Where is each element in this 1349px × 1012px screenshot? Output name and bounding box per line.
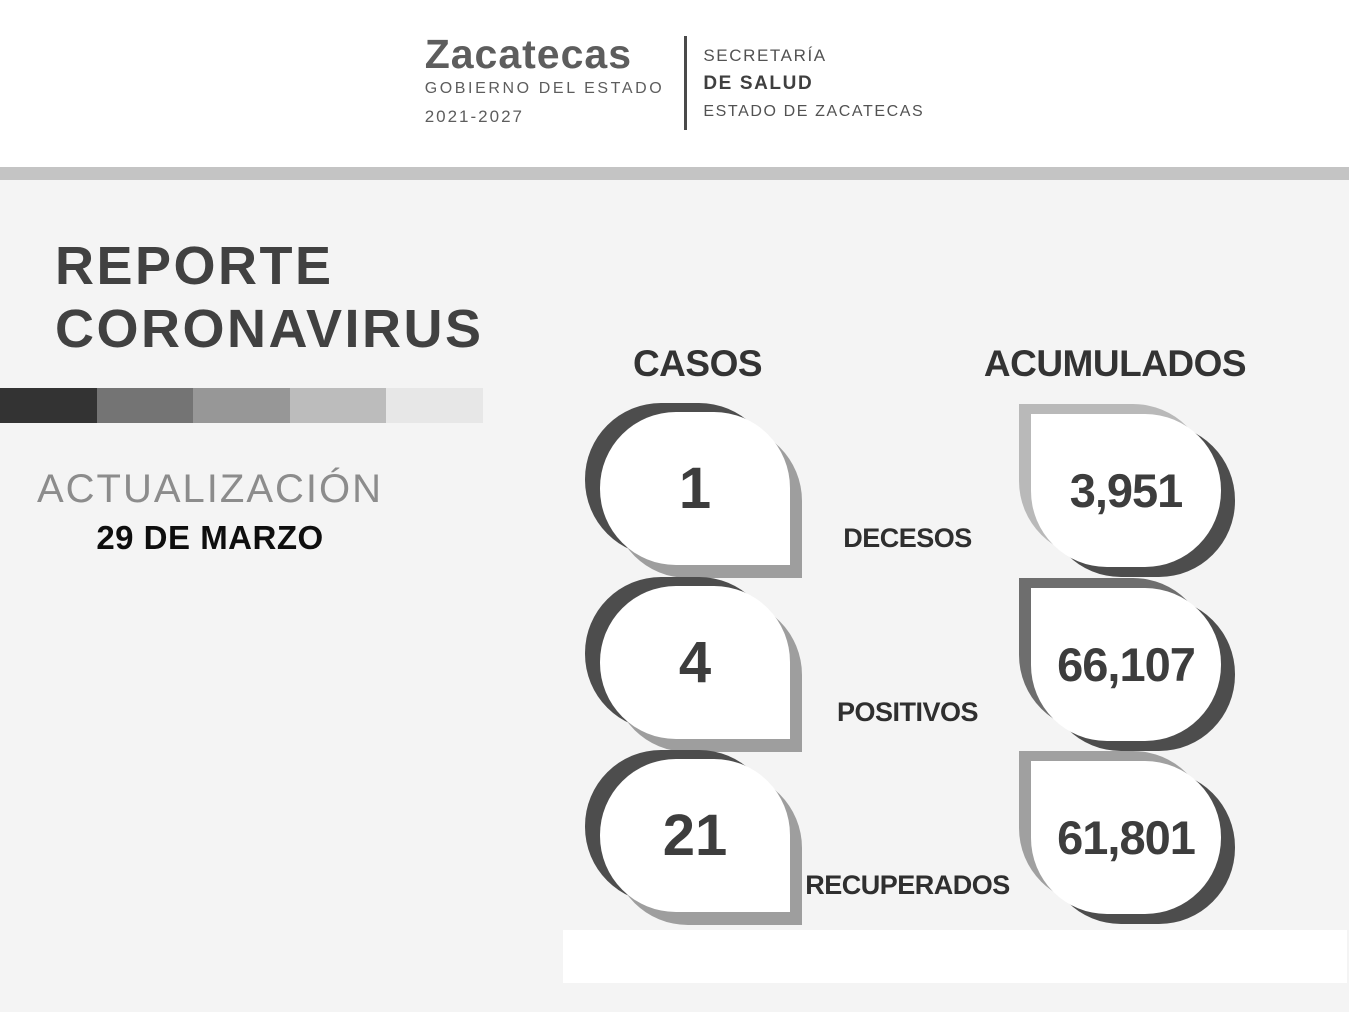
org-block	[703, 33, 924, 121]
gradient-segment	[97, 388, 194, 423]
page-title-line-1: REPORTE	[55, 236, 334, 296]
gradient-segment	[0, 388, 97, 423]
bubble-face	[1031, 414, 1221, 567]
column-header-acumulados: ACUMULADOS	[983, 343, 1247, 384]
bubble-face	[1031, 588, 1221, 741]
stat-row-positivos	[585, 577, 1245, 755]
state-logo	[0, 33, 1349, 130]
acumulados-value: 61,801	[1057, 811, 1195, 864]
column-header-casos: CASOS	[632, 343, 763, 384]
row-label: POSITIVOS	[836, 697, 979, 727]
org-line-2: DE SALUD	[703, 73, 814, 94]
org-line-1: SECRETARÍA	[703, 46, 827, 65]
bubble-face	[600, 759, 790, 912]
brand-subtitle: GOBIERNO DEL ESTADO	[424, 80, 665, 97]
logo-divider	[684, 36, 687, 130]
row-label: DECESOS	[843, 523, 972, 553]
update-label: ACTUALIZACIÓN	[36, 467, 384, 511]
gradient-segment	[290, 388, 387, 423]
acumulados-bubble	[1031, 761, 1221, 914]
acumulados-bubble	[1031, 588, 1221, 741]
bottom-white-bar	[563, 930, 1347, 983]
page-title	[55, 235, 484, 361]
acumulados-value: 66,107	[1057, 638, 1195, 691]
acumulados-bubble	[1031, 414, 1221, 567]
brand-period: 2021-2027	[424, 107, 524, 126]
casos-value: 4	[678, 630, 712, 695]
update-date: 29 DE MARZO	[96, 519, 324, 556]
header-separator-strip	[0, 167, 1349, 180]
update-block	[30, 467, 390, 557]
casos-value: 21	[662, 803, 728, 868]
bubble-face	[600, 412, 790, 565]
casos-bubble	[600, 412, 790, 565]
stat-row-decesos	[585, 403, 1245, 581]
brand-name: Zacatecas	[424, 31, 633, 77]
brand-block	[425, 33, 665, 127]
header	[0, 0, 1349, 167]
org-line-3: ESTADO DE ZACATECAS	[703, 103, 925, 120]
gradient-segment	[386, 388, 483, 423]
page-title-line-2: CORONAVIRUS	[55, 299, 484, 359]
stat-row-recuperados	[585, 750, 1245, 928]
casos-bubble	[600, 759, 790, 912]
gradient-accent-bar	[0, 388, 483, 423]
row-label: RECUPERADOS	[805, 870, 1010, 900]
gradient-segment	[193, 388, 290, 423]
bubble-face	[600, 586, 790, 739]
acumulados-value: 3,951	[1069, 464, 1183, 517]
casos-value: 1	[678, 456, 712, 521]
casos-bubble	[600, 586, 790, 739]
bubble-face	[1031, 761, 1221, 914]
